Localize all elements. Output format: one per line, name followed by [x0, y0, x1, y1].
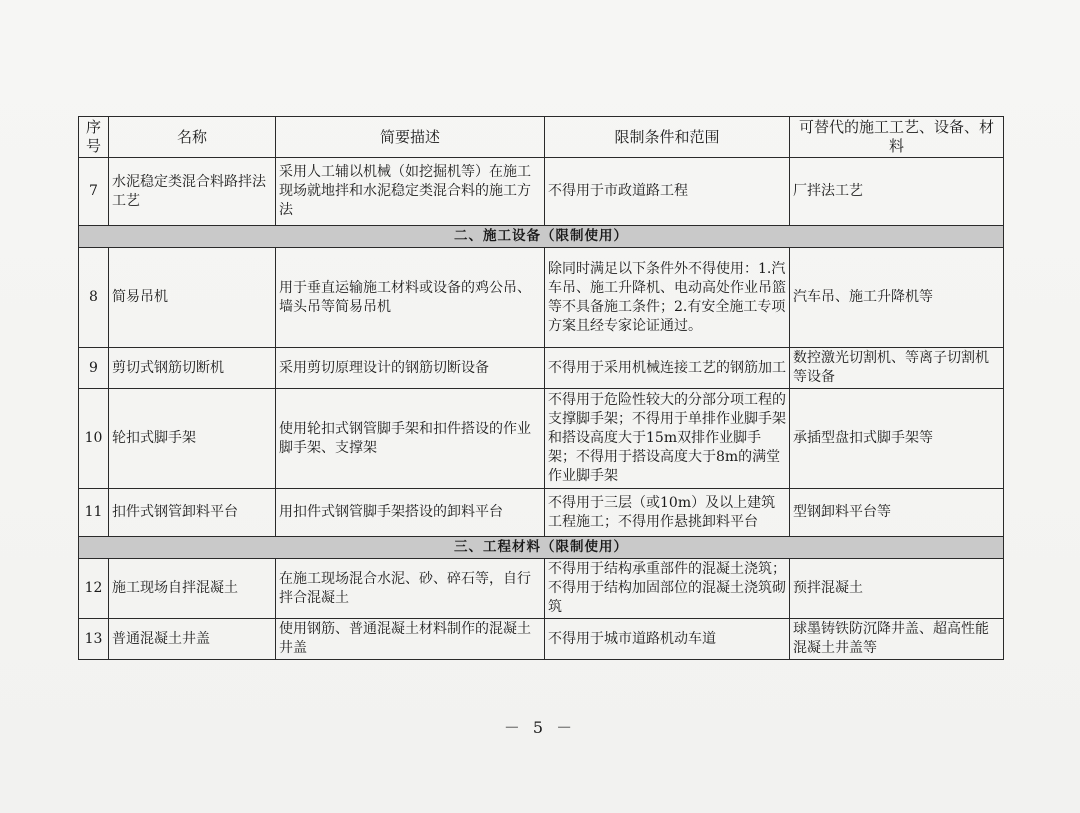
- table-body: [79, 158, 1004, 660]
- row-description: 采用人工辅以机械（如挖掘机等）在施工现场就地拌和水泥稳定类混合料的施工方法: [276, 158, 545, 226]
- row-number: 7: [79, 158, 109, 226]
- row-number: 8: [79, 248, 109, 348]
- row-alternatives: 承插型盘扣式脚手架等: [790, 389, 1004, 489]
- table-row: [79, 489, 1004, 537]
- table-row: [79, 389, 1004, 489]
- section-title: 二、施工设备（限制使用）: [79, 226, 1004, 248]
- row-alternatives: 型钢卸料平台等: [790, 489, 1004, 537]
- restriction-table: [78, 116, 1004, 660]
- table-header-row: [79, 117, 1004, 158]
- row-description: 使用轮扣式钢管脚手架和扣件搭设的作业脚手架、支撑架: [276, 389, 545, 489]
- header-limits: 限制条件和范围: [545, 117, 790, 158]
- section-title: 三、工程材料（限制使用）: [79, 537, 1004, 559]
- row-description: 用扣件式钢管脚手架搭设的卸料平台: [276, 489, 545, 537]
- row-description: 采用剪切原理设计的钢筋切断设备: [276, 348, 545, 389]
- row-limits: 不得用于城市道路机动车道: [545, 619, 790, 660]
- row-alternatives: 预拌混凝土: [790, 559, 1004, 619]
- row-number: 12: [79, 559, 109, 619]
- row-alternatives: 数控激光切割机、等离子切割机等设备: [790, 348, 1004, 389]
- row-alternatives: 汽车吊、施工升降机等: [790, 248, 1004, 348]
- row-name: 剪切式钢筋切断机: [109, 348, 276, 389]
- row-limits: 除同时满足以下条件外不得使用：1.汽车吊、施工升降机、电动高处作业吊篮等不具备施工条件；2.有安全施工专项方案且经专家论证通过。: [545, 248, 790, 348]
- header-description: 简要描述: [276, 117, 545, 158]
- section-row: [79, 226, 1004, 248]
- row-name: 普通混凝土井盖: [109, 619, 276, 660]
- row-alternatives: 厂拌法工艺: [790, 158, 1004, 226]
- table-row: [79, 348, 1004, 389]
- row-number: 10: [79, 389, 109, 489]
- table-row: [79, 619, 1004, 660]
- row-number: 11: [79, 489, 109, 537]
- row-name: 水泥稳定类混合料路拌法工艺: [109, 158, 276, 226]
- row-alternatives: 球墨铸铁防沉降井盖、超高性能混凝土井盖等: [790, 619, 1004, 660]
- row-description: 用于垂直运输施工材料或设备的鸡公吊、墙头吊等简易吊机: [276, 248, 545, 348]
- row-limits: 不得用于结构承重部件的混凝土浇筑；不得用于结构加固部位的混凝土浇筑砌筑: [545, 559, 790, 619]
- row-limits: 不得用于采用机械连接工艺的钢筋加工: [545, 348, 790, 389]
- row-name: 施工现场自拌混凝土: [109, 559, 276, 619]
- row-name: 轮扣式脚手架: [109, 389, 276, 489]
- row-limits: 不得用于三层（或10m）及以上建筑工程施工；不得用作悬挑卸料平台: [545, 489, 790, 537]
- row-number: 13: [79, 619, 109, 660]
- row-number: 9: [79, 348, 109, 389]
- row-description: 在施工现场混合水泥、砂、碎石等，自行拌合混凝土: [276, 559, 545, 619]
- row-limits: 不得用于市政道路工程: [545, 158, 790, 226]
- row-description: 使用钢筋、普通混凝土材料制作的混凝土井盖: [276, 619, 545, 660]
- row-name: 简易吊机: [109, 248, 276, 348]
- section-row: [79, 537, 1004, 559]
- row-limits: 不得用于危险性较大的分部分项工程的支撑脚手架；不得用于单排作业脚手架和搭设高度大于15m双排作业脚手架；不得用于搭设高度大于8m的满堂作业脚手架: [545, 389, 790, 489]
- table-row: [79, 559, 1004, 619]
- table-row: [79, 248, 1004, 348]
- header-number: 序号: [79, 117, 109, 158]
- header-alternatives: 可替代的施工工艺、设备、材料: [790, 117, 1004, 158]
- table-row: [79, 158, 1004, 226]
- page-number: － 5 －: [503, 718, 577, 737]
- row-name: 扣件式钢管卸料平台: [109, 489, 276, 537]
- header-name: 名称: [109, 117, 276, 158]
